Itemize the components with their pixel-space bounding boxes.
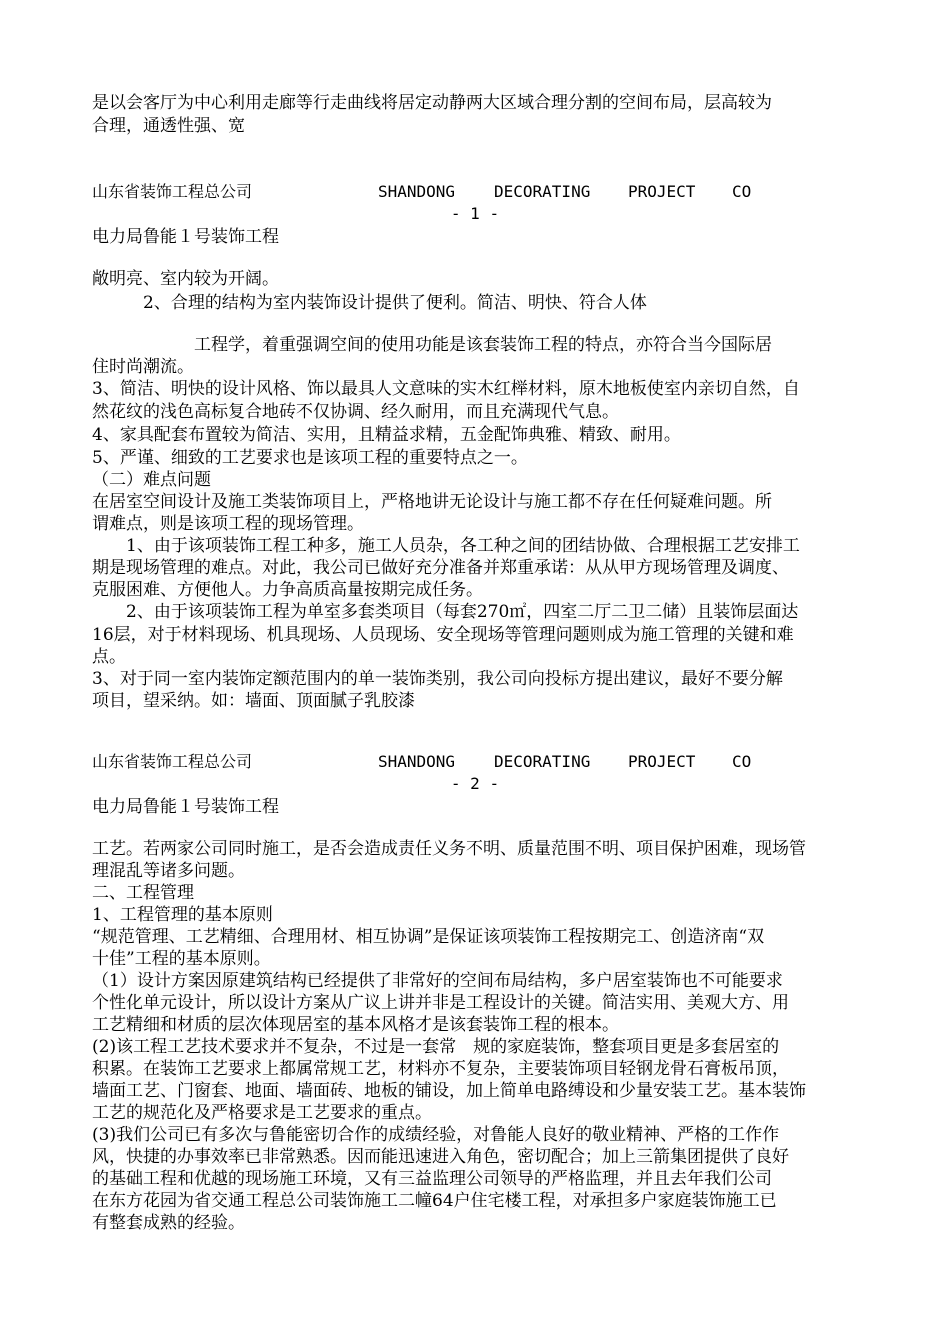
body-line: 点。 <box>92 647 126 667</box>
body-line: 克服困难、方便他人。力争高质高量按期完成任务。 <box>92 580 483 600</box>
body-line: 工程学，着重强调空间的使用功能是该套装饰工程的特点，亦符合当今国际居 <box>92 335 772 355</box>
body-line: 然花纹的浅色高标复合地砖不仅协调、经久耐用，而且充满现代气息。 <box>92 402 619 422</box>
body-line: 理混乱等诸多问题。 <box>92 861 245 881</box>
footer-en-word: PROJECT <box>628 182 696 201</box>
body-line: 风，快捷的办事效率已非常熟悉。因而能迅速进入角色，密切配合；加上三箭集团提供了良好 <box>92 1147 789 1167</box>
section-heading: 二、工程管理 <box>92 883 194 903</box>
body-line: 16层，对于材料现场、机具现场、人员现场、安全现场等管理问题则成为施工管理的关键和难 <box>92 625 794 645</box>
footer-en-word: CO <box>732 752 752 771</box>
body-line: 谓难点，则是该项工程的现场管理。 <box>92 514 364 534</box>
footer-en-word: DECORATING <box>494 182 591 201</box>
body-line: 3、对于同一室内装饰定额范围内的单一装饰类别，我公司向投标方提出建议，最好不要分解 <box>92 669 783 689</box>
body-line: 住时尚潮流。 <box>92 357 194 377</box>
footer-en-word: SHANDONG <box>378 752 456 771</box>
body-line: 5、严谨、细致的工艺要求也是该项工程的重要特点之一。 <box>92 448 528 468</box>
section-heading: （二）难点问题 <box>92 470 211 490</box>
footer-en-word: CO <box>732 182 752 201</box>
body-line: 期是现场管理的难点。对此，我公司已做好充分准备并郑重承诺：从从甲方现场管理及调度、 <box>92 558 789 578</box>
body-line: 项目，望采纳。如：墙面、顶面腻子乳胶漆 <box>92 691 415 711</box>
body-line: 2、由于该项装饰工程为单室多套类项目（每套270㎡，四室二厅二卫二储）且装饰层面达 <box>92 602 799 622</box>
footer-en-word: SHANDONG <box>378 182 456 201</box>
page-header-title: 电力局鲁能１号装饰工程 <box>92 227 279 247</box>
body-line: 十佳”工程的基本原则。 <box>92 949 271 969</box>
body-line: 墙面工艺、门窗套、地面、墙面砖、地板的铺设，加上简单电路缚设和少量安装工艺。基本装饰 <box>92 1081 806 1101</box>
page-number: - 1 - <box>450 204 500 223</box>
body-line: 4、家具配套布置较为简洁、实用，且精益求精，五金配饰典雅、精致、耐用。 <box>92 425 681 445</box>
body-line: 是以会客厅为中心利用走廊等行走曲线将居定动静两大区域合理分割的空间布局，层高较为 <box>92 93 772 113</box>
body-line: 工艺精细和材质的层次体现居室的基本风格才是该套装饰工程的根本。 <box>92 1015 619 1035</box>
body-line: 合理，通透性强、宽 <box>92 116 245 136</box>
body-line: （1）设计方案因原建筑结构已经提供了非常好的空间布局结构，多户居室装饰也不可能要求 <box>92 971 783 991</box>
page-number: - 2 - <box>450 774 500 793</box>
body-line: 的基础工程和优越的现场施工环境，又有三益监理公司领导的严格监理，并且去年我们公司 <box>92 1169 772 1189</box>
page-footer <box>92 181 864 203</box>
body-line: 积累。在装饰工艺要求上都属常规工艺，材料亦不复杂，主要装饰项目轻钢龙骨石膏板吊顶， <box>92 1059 789 1079</box>
body-line: 个性化单元设计，所以设计方案从广议上讲并非是工程设计的关键。简洁实用、美观大方、用 <box>92 993 789 1013</box>
footer-company-name: 山东省装饰工程总公司 <box>92 182 253 201</box>
body-line: 3、简洁、明快的设计风格、饰以最具人文意味的实木红榉材料，原木地板使室内亲切自然，自 <box>92 379 800 399</box>
footer-en-word: PROJECT <box>628 752 696 771</box>
body-line: 有整套成熟的经验。 <box>92 1213 245 1233</box>
body-line: 2、合理的结构为室内装饰设计提供了便利。简洁、明快、符合人体 <box>92 293 647 313</box>
body-line: (2)该工程工艺技术要求并不复杂，不过是一套常 规的家庭装饰，整套项目更是多套居室的 <box>92 1037 780 1057</box>
body-line: (3)我们公司已有多次与鲁能密切合作的成绩经验，对鲁能人良好的敬业精神、严格的工作作 <box>92 1125 780 1145</box>
footer-en-word: DECORATING <box>494 752 591 771</box>
page-header-title: 电力局鲁能１号装饰工程 <box>92 797 279 817</box>
body-line: 工艺的规范化及严格要求是工艺要求的重点。 <box>92 1103 432 1123</box>
body-line: 1、由于该项装饰工程工种多，施工人员杂，各工种之间的团结协做、合理根据工艺安排工 <box>92 536 800 556</box>
section-heading: 1、工程管理的基本原则 <box>92 905 273 925</box>
footer-company-name: 山东省装饰工程总公司 <box>92 752 253 771</box>
body-line: 工艺。若两家公司同时施工，是否会造成责任义务不明、质量范围不明、项目保护困难，现场管 <box>92 839 806 859</box>
body-line: 敞明亮、室内较为开阔。 <box>92 269 279 289</box>
body-line: 在东方花园为省交通工程总公司装饰施工二幢64户住宅楼工程，对承担多户家庭装饰施工已 <box>92 1191 777 1211</box>
body-line: 在居室空间设计及施工类装饰项目上，严格地讲无论设计与施工都不存在任何疑难问题。所 <box>92 492 772 512</box>
page-footer <box>92 751 864 773</box>
body-line: “规范管理、工艺精细、合理用材、相互协调”是保证该项装饰工程按期完工、创造济南“双 <box>92 927 765 947</box>
